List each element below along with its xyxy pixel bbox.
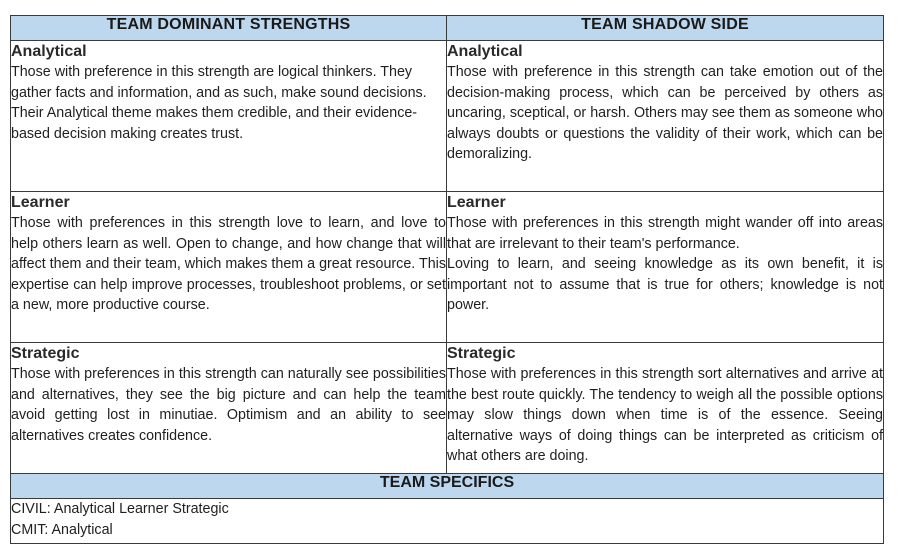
strengths-document: [10, 15, 883, 544]
strength-paragraph: Those with preferences in this strength can naturally see possibilities and alternatives, they see the big picture and can help the team avoid getting lost in minutiae. Optimism and an ability to see alternatives creates confidence.: [11, 366, 446, 444]
specifics-line-cmit: CMIT: Analytical: [11, 521, 113, 538]
shadow-description: [447, 364, 883, 467]
table-row-analytical: [11, 41, 884, 192]
strength-title: Learner: [11, 194, 70, 211]
header-dominant-strengths: TEAM DOMINANT STRENGTHS: [11, 16, 447, 41]
shadow-description: [447, 213, 883, 316]
strength-paragraph: Those with preferences in this strength love to learn, and love to help others learn as well. Open to change, and how change that will affect them and their team, which makes them a great resource. This expertise can help improve processes, troubleshoot problems, or set a new, more productive course.: [11, 215, 446, 313]
table-row-strategic: [11, 343, 884, 474]
header-shadow-side: TEAM SHADOW SIDE: [447, 16, 884, 41]
shadow-paragraph: Those with preferences in this strength might wander off into areas that are irrelevant to their team's performance.: [447, 215, 883, 252]
strength-description: [11, 213, 446, 316]
shadow-paragraph: Those with preferences in this strength sort alternatives and arrive at the best route quickly. The tendency to weigh all the possible options may slow things down when time is of the essence. Seeing alternative ways of doing things can be interpreted as criticism of what others are doing.: [447, 366, 883, 464]
strength-title: Analytical: [11, 43, 87, 60]
shadow-paragraph: Loving to learn, and seeing knowledge as its own benefit, it is important not to assume that is true for others; knowledge is not power.: [447, 256, 883, 313]
strength-description: [11, 364, 446, 446]
strength-cell-learner: [11, 192, 447, 343]
specifics-line-civil: CIVIL: Analytical Learner Strategic: [11, 501, 229, 517]
header-team-specifics: TEAM SPECIFICS: [11, 474, 884, 499]
shadow-description: [447, 62, 883, 165]
shadow-cell-analytical: [447, 41, 884, 192]
shadow-title: Analytical: [447, 43, 523, 60]
strength-description: [11, 62, 446, 144]
strength-paragraph: Those with preference in this strength are logical thinkers. They gather facts and information, and as such, make sound decisions. Their Analytical theme makes them credible, and their evidence-based decision making creates trust.: [11, 64, 427, 142]
shadow-title: Strategic: [447, 345, 516, 362]
team-specifics-cell: [11, 499, 884, 544]
shadow-title: Learner: [447, 194, 506, 211]
shadow-cell-learner: [447, 192, 884, 343]
strength-cell-analytical: [11, 41, 447, 192]
table-row-learner: [11, 192, 884, 343]
strengths-table: [10, 15, 884, 544]
specifics-header-row: [11, 474, 884, 499]
specifics-row: [11, 499, 884, 544]
shadow-cell-strategic: [447, 343, 884, 474]
strength-cell-strategic: [11, 343, 447, 474]
shadow-paragraph: Those with preference in this strength can take emotion out of the decision-making process, which can be perceived by others as uncaring, sceptical, or harsh. Others may see them as someone who always doubts or questions the validity of their work, which can be demoralizing.: [447, 64, 883, 162]
header-row: [11, 16, 884, 41]
strength-title: Strategic: [11, 345, 80, 362]
